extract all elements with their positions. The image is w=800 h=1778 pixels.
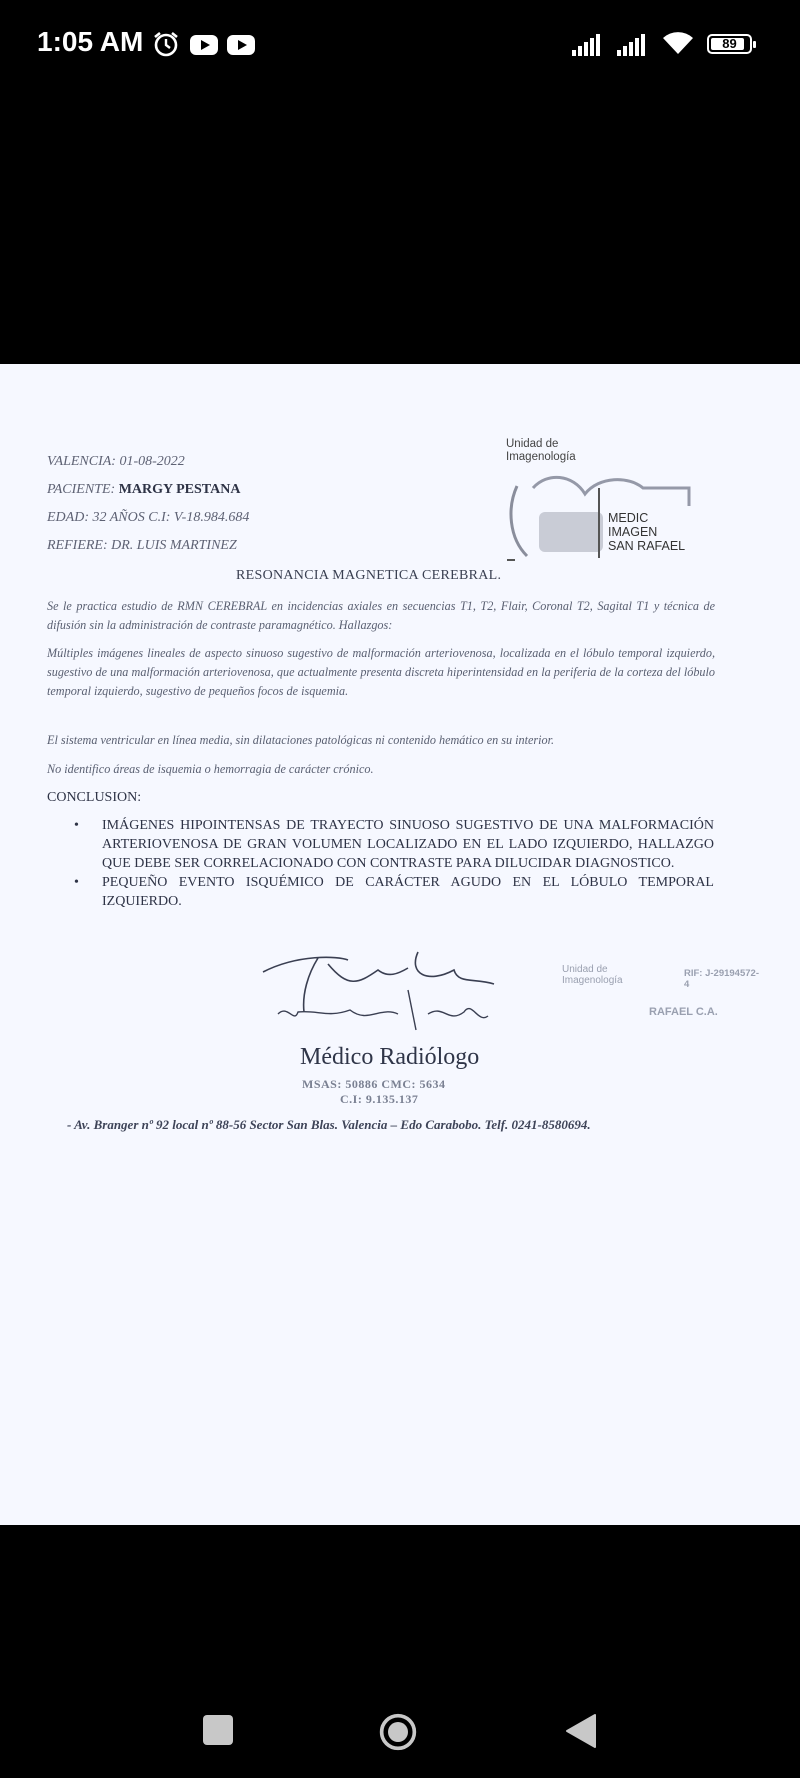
- document-image: [0, 364, 800, 1525]
- report-title: RESONANCIA MAGNETICA CEREBRAL.: [236, 568, 502, 583]
- date-line: VALENCIA: 01-08-2022: [47, 454, 185, 469]
- alarm-icon: [152, 30, 180, 58]
- paragraph-1: Se le practica estudio de RMN CEREBRAL en incidencias axiales en secuencias T1, T2, Flair, Coronal T2, Sagital T1 y técnica de difusión sin la administración de contraste paramagnético. Hallazgos:: [47, 599, 715, 632]
- signature-title: Médico Radiólogo: [300, 1044, 480, 1070]
- list-item: • IMÁGENES HIPOINTENSAS DE TRAYECTO SINUOSO SUGESTIVO DE UNA MALFORMACIÓN ARTERIOVENOSA DE GRAN VOLUMEN LOCALIZADO EN EL LADO IZQUIERDO, HALLAZGO QUE DEBE SER CORRELACIONADO CON CONTRASTE PARA DILUCIDAR DIAGNOSTICO.: [64, 816, 714, 873]
- paragraph-3: El sistema ventricular en línea media, sin dilataciones patológicas ni contenido hemático en su interior.: [47, 733, 555, 747]
- handwritten-signature: [258, 944, 508, 1044]
- signature-license: MSAS: 50886 CMC: 5634: [302, 1077, 446, 1091]
- patient-line: [47, 482, 240, 498]
- wifi-icon: [662, 30, 694, 56]
- recent-apps-button[interactable]: [200, 1712, 240, 1752]
- status-bar: [0, 0, 800, 90]
- youtube-notification-icon: [227, 35, 255, 55]
- youtube-notification-icon: [190, 35, 218, 55]
- logo-line-2: IMAGEN: [608, 525, 658, 539]
- status-time: 1:05 AM: [37, 26, 144, 57]
- back-button[interactable]: [563, 1712, 603, 1752]
- referrer-line: REFIERE: DR. LUIS MARTINEZ: [47, 538, 237, 553]
- signal-icon: [572, 34, 608, 56]
- stamp-code: RIF: J-29194572-4: [684, 968, 759, 990]
- conclusion-heading: CONCLUSION:: [47, 790, 142, 805]
- paragraph-2: Múltiples imágenes lineales de aspecto sinuoso sugestivo de malformación arteriovenosa, localizada en el lóbulo temporal izquierdo, sugestivo de una malformación arteriovenosa, que actualmente presenta discreta hiperintensidad en la periferia de la corteza del lóbulo temporal izquierdo, sugestivo de pequeños focos de isquemia.: [47, 646, 715, 698]
- list-item: • PEQUEÑO EVENTO ISQUÉMICO DE CARÁCTER AGUDO EN EL LÓBULO TEMPORAL IZQUIERDO.: [64, 873, 714, 911]
- patient-label: PACIENTE:: [47, 482, 119, 497]
- battery-level: 89: [722, 36, 737, 51]
- conclusion-list: [64, 816, 714, 911]
- logo-line-3: SAN RAFAEL: [608, 539, 686, 553]
- stamp-top-text: Unidad de Imagenología: [562, 964, 623, 986]
- home-button[interactable]: [378, 1712, 418, 1752]
- paragraph-4: No identifico áreas de isquemia o hemorragia de carácter crónico.: [47, 762, 374, 776]
- address-footer: - Av. Branger nº 92 local nº 88-56 Sector San Blas. Valencia – Edo Carabobo. Telf. 0241-8580694.: [67, 1117, 591, 1132]
- age-id-line: EDAD: 32 AÑOS C.I: V-18.984.684: [47, 510, 250, 525]
- battery-icon: [707, 34, 752, 54]
- logo-line-1: MEDIC: [608, 511, 649, 525]
- patient-name: MARGY PESTANA: [118, 482, 241, 497]
- logo-top-text: Unidad de Imagenología: [506, 438, 576, 463]
- signal-icon: [617, 34, 653, 56]
- clinic-stamp: [562, 964, 762, 1034]
- stamp-bottom-text: RAFAEL C.A.: [649, 1006, 718, 1018]
- navigation-bar: [0, 1660, 800, 1778]
- logo-name: [608, 511, 685, 553]
- signature-id: C.I: 9.135.137: [340, 1092, 419, 1106]
